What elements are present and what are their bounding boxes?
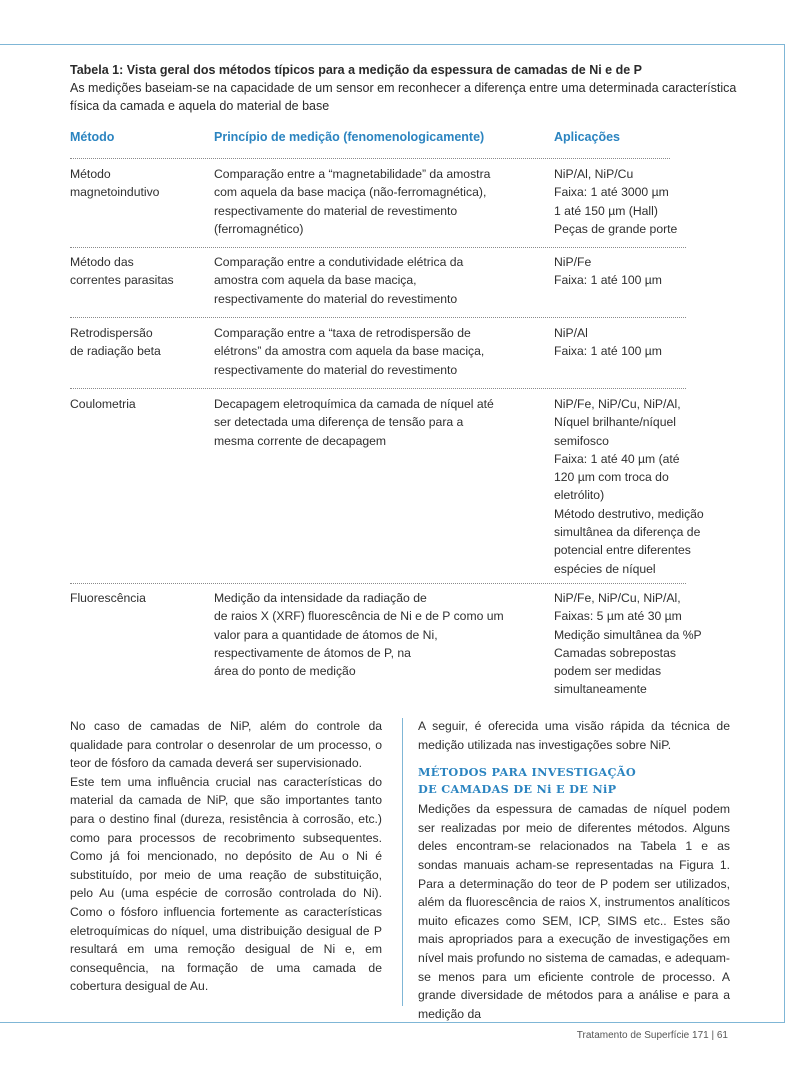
header-principle: Princípio de medição (fenomenologicamente) [214, 130, 485, 144]
row-1-applications: NiP/Al, NiP/Cu Faixa: 1 até 3000 µm 1 até 150 µm (Hall) Peças de grande porte [554, 167, 678, 236]
row-2-applications: NiP/Fe Faixa: 1 até 100 µm [554, 255, 662, 288]
row-5-applications: NiP/Fe, NiP/Cu, NiP/Al, Faixas: 5 µm até 30 µm Medição simultânea da %P Camadas sobrepostas podem ser medidas simultaneamente [554, 591, 702, 697]
row-divider [70, 317, 686, 318]
section-heading-line-1: MÉTODOS PARA INVESTIGAÇÃO [418, 765, 636, 780]
page-frame-right [784, 44, 785, 1023]
row-2-method: Método das correntes parasitas [70, 255, 174, 288]
row-divider [70, 247, 686, 248]
table-description: As medições baseiam-se na capacidade de um sensor em reconhecer a diferença entre uma determinada característica física da camada e aquela do material de base [70, 81, 737, 113]
table-caption [70, 61, 760, 115]
page-footer: Tratamento de Superfície 171 | 61 [576, 1030, 728, 1041]
row-5-method: Fluorescência [70, 591, 146, 605]
body-paragraph: Este tem uma influência crucial nas características do material da camada de NiP, que são importantes tanto para o destino final (dureza, resistência à corrosão, etc.) como para processos de recobrimento subsequentes. Como já foi mencionado, no depósito de Au o Ni é substituído, por meio de uma reação de substituição, pelo Au (uma espécie de corrosão controlada do Ni). Como o fósforo influencia fortemente as características eletroquímicas do níquel, uma distribuição desigual de P resultará em uma remoção desigual de Ni e, em consequência, na formação de uma camada de cobertura desigual de Au. [70, 774, 382, 994]
row-3-principle: Comparação entre a “taxa de retrodispersão de elétrons” da amostra com aquela da base maciça, respectivamente do material do revestimento [214, 326, 485, 377]
row-divider [70, 158, 670, 159]
row-1-method: Método magnetoindutivo [70, 167, 160, 200]
header-applications: Aplicações [554, 130, 621, 144]
row-2-principle: Comparação entre a condutividade elétrica da amostra com aquela da base maciça, respectivamente do material do revestimento [214, 255, 464, 306]
body-column-left [70, 717, 382, 996]
header-method: Método [70, 130, 115, 144]
row-3-applications: NiP/Al Faixa: 1 até 100 µm [554, 326, 662, 359]
body-paragraph: No caso de camadas de NiP, além do controle da qualidade para controlar o desenrolar de um processo, o teor de fósforo da camada deverá ser supervisionado. [70, 719, 382, 771]
section-heading-line-2: DE CAMADAS DE Ni E DE NiP [418, 782, 617, 797]
table-title: Tabela 1: Vista geral dos métodos típicos para a medição da espessura de camadas de Ni e de P [70, 63, 642, 77]
page-frame-top [0, 44, 784, 45]
body-intro: A seguir, é oferecida uma visão rápida da técnica de medição utilizada nas investigações sobre NiP. [418, 719, 730, 752]
row-3-method: Retrodispersão de radiação beta [70, 326, 161, 359]
section-heading [418, 764, 730, 798]
row-1-principle: Comparação entre a “magnetabilidade” da amostra com aquela da base maciça (não-ferromagnética), respectivamente do material de revestimento (ferromagnético) [214, 167, 491, 236]
row-divider [70, 388, 686, 389]
row-4-method: Coulometria [70, 397, 136, 411]
row-4-applications: NiP/Fe, NiP/Cu, NiP/Al, Níquel brilhante/níquel semifosco Faixa: 1 até 40 µm (até 120 µm com troca do eletrólito) Método destrutivo, medição simultânea da diferença de potencial entre diferentes espécies de níquel [554, 397, 704, 576]
row-divider [70, 583, 686, 584]
row-5-principle: Medição da intensidade da radiação de de raios X (XRF) fluorescência de Ni e de P como um valor para a quantidade de átomos de Ni, respectivamente de átomos de P, na área do ponto de medição [214, 591, 504, 679]
body-paragraph: Medições da espessura de camadas de níquel podem ser realizadas por meio de diferentes métodos. Alguns deles encontram-se relacionados na Tabela 1 e as sondas manuais acham-se representadas na Figura 1. Para a determinação do teor de P podem ser utilizados, além da fluorescência de raios X, instrumentos analíticos muito eficazes como SEM, ICP, SIMS etc.. Estes são mais apropriados para a execução de investigações em nível mais profundo no sistema de camadas, e adequam-se menos para um eficiente controle de processo. A grande diversidade de métodos para a análise e para a medição da [418, 802, 730, 1021]
row-4-principle: Decapagem eletroquímica da camada de níquel até ser detectada uma diferença de tensão para a mesma corrente de decapagem [214, 397, 494, 448]
column-divider [402, 718, 403, 1006]
body-column-right [418, 717, 730, 1023]
